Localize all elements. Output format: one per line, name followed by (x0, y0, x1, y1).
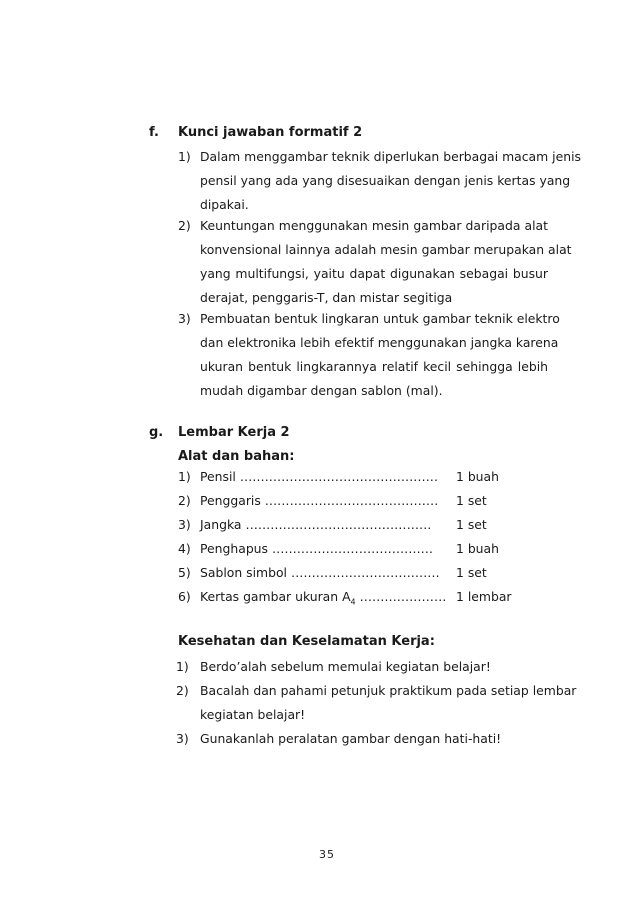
answer-line: derajat, penggaris-T, dan mistar segitiga (200, 290, 453, 305)
answer-item-2 (178, 214, 572, 310)
answer-line: mudah digambar dengan sablon (mal). (200, 383, 443, 398)
material-quantity: 1 set (456, 565, 487, 580)
material-subscript: 4 (350, 597, 356, 607)
section-f-title: Kunci jawaban formatif 2 (178, 125, 363, 140)
material-quantity: 1 buah (456, 469, 499, 484)
answer-line: Keuntungan menggunakan mesin gambar daripada alat (200, 218, 548, 233)
material-dots: ……………………………………… (245, 517, 432, 532)
material-dots: ………………… (359, 589, 447, 604)
safety-item-3 (176, 727, 548, 751)
answer-line: konvensional lainnya adalah mesin gambar merupakan alat (200, 242, 572, 257)
material-dots: ……………………………… (290, 565, 440, 580)
material-name: Pensil (200, 469, 236, 484)
material-row (178, 467, 438, 487)
material-number: 2) (178, 493, 191, 508)
material-name: Penggaris (200, 493, 261, 508)
answer-item-1 (178, 145, 581, 217)
material-row (178, 491, 438, 511)
answer-item-number: 2) (178, 218, 191, 233)
answer-item-3 (178, 307, 560, 403)
answer-line: dan elektronika lebih efektif menggunakan jangka karena (200, 335, 559, 350)
safety-line: Bacalah dan pahami petunjuk praktikum pada setiap lembar (200, 683, 577, 698)
section-g-title: Lembar Kerja 2 (178, 425, 290, 440)
safety-line: Gunakanlah peralatan gambar dengan hati-hati! (200, 731, 502, 746)
material-number: 5) (178, 565, 191, 580)
answer-line: yang multifungsi, yaitu dapat digunakan sebagai busur (200, 266, 548, 281)
material-name: Penghapus (200, 541, 268, 556)
material-name: Sablon simbol (200, 565, 287, 580)
answer-line: Pembuatan bentuk lingkaran untuk gambar teknik elektro (200, 311, 560, 326)
material-name: Kertas gambar ukuran A (200, 589, 351, 604)
safety-item-number: 2) (176, 683, 189, 698)
material-number: 1) (178, 469, 191, 484)
material-row (178, 563, 440, 583)
material-number: 6) (178, 589, 191, 604)
material-quantity: 1 set (456, 493, 487, 508)
material-row (178, 587, 446, 607)
safety-item-number: 3) (176, 731, 189, 746)
material-dots: ………………………………………… (239, 469, 439, 484)
material-quantity: 1 set (456, 517, 487, 532)
safety-line: kegiatan belajar! (200, 707, 306, 722)
section-g-heading (149, 425, 290, 440)
safety-item-number: 1) (176, 659, 189, 674)
section-f-heading (149, 125, 362, 140)
section-f-letter: f. (149, 125, 159, 140)
material-number: 3) (178, 517, 191, 532)
safety-line: Berdo’alah sebelum memulai kegiatan belajar! (200, 659, 491, 674)
safety-item-2 (176, 679, 577, 727)
answer-line: dipakai. (200, 197, 249, 212)
material-name: Jangka (200, 517, 242, 532)
answer-line: ukuran bentuk lingkarannya relatif kecil sehingga lebih (200, 359, 548, 374)
safety-heading: Kesehatan dan Keselamatan Kerja: (178, 634, 435, 649)
material-row (178, 515, 431, 535)
material-dots: ………………………………… (271, 541, 434, 556)
material-row (178, 539, 433, 559)
material-quantity: 1 lembar (456, 589, 512, 604)
safety-item-1 (176, 655, 548, 679)
answer-line: Dalam menggambar teknik diperlukan berbagai macam jenis (200, 149, 581, 164)
materials-heading: Alat dan bahan: (178, 449, 295, 464)
answer-item-number: 1) (178, 149, 191, 164)
answer-line: pensil yang ada yang disesuaikan dengan jenis kertas yang (200, 173, 571, 188)
section-g-letter: g. (149, 425, 164, 440)
answer-item-number: 3) (178, 311, 191, 326)
material-number: 4) (178, 541, 191, 556)
page-number: 35 (319, 848, 335, 861)
material-quantity: 1 buah (456, 541, 499, 556)
material-dots: …………………………………… (264, 493, 439, 508)
